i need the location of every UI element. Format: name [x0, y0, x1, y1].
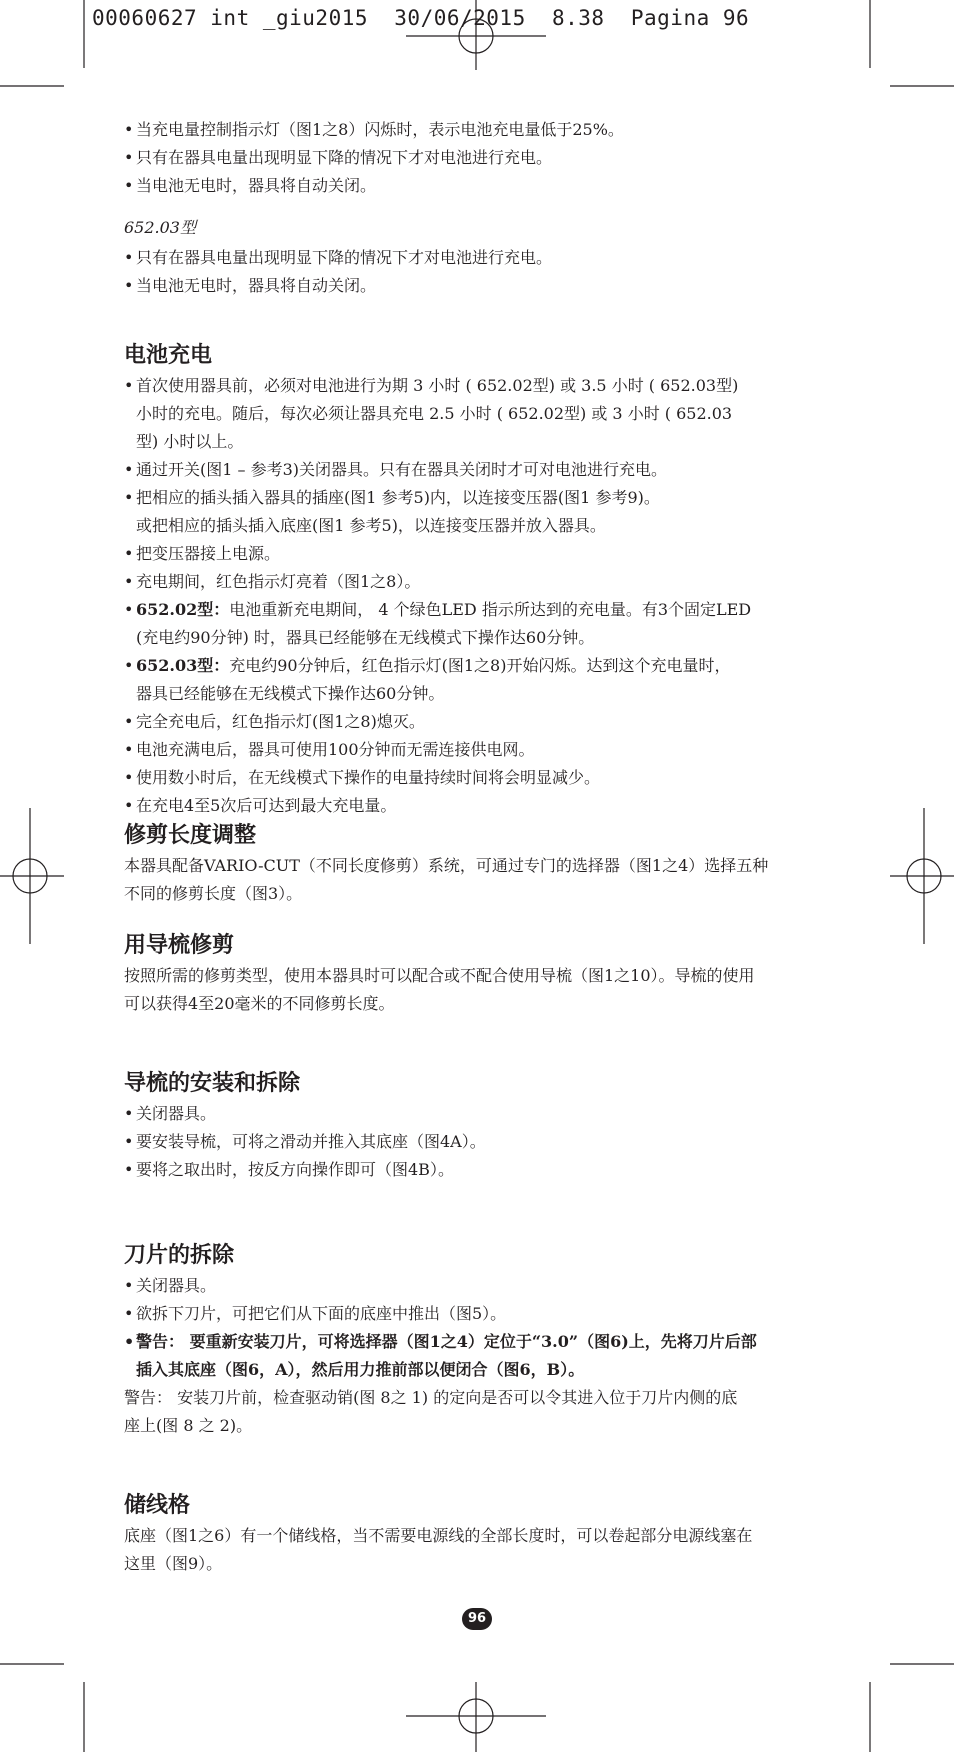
charging-bullet: • 把相应的插头插入器具的插座(图1 参考5)内，以连接变压器(图1 参考9)。	[124, 484, 824, 512]
blade-warning-cont: 插入其底座（图6，A），然后用力推前部以便闭合（图6，B）。	[136, 1360, 585, 1379]
model-label: 652.03型：	[136, 656, 230, 675]
comb-trim-text: 按照所需的修剪类型，使用本器具时可以配合或不配合使用导梳（图1之10）。导梳的使用	[124, 966, 755, 985]
print-header: 00060627 int _giu2015 30/06/2015 8.38 Pagina 96	[92, 6, 750, 30]
trim-length-text: 本器具配备VARIO-CUT（不同长度修剪）系统，可通过专门的选择器（图1之4）选择五种	[124, 856, 769, 875]
registration-mark-top	[406, 0, 546, 70]
section-title-blade-removal: 刀片的拆除	[124, 1243, 235, 1268]
charging-bullet: • 完全充电后，红色指示灯(图1之8)熄灭。	[124, 708, 824, 736]
blade-note: 座上(图 8 之 2)。	[124, 1416, 253, 1435]
charging-bullet: • 把变压器接上电源。	[124, 540, 824, 568]
comb-install-bullet: • 要安装导梳，可将之滑动并推入其底座（图4A）。	[124, 1128, 824, 1156]
charging-bullet: • 使用数小时后，在无线模式下操作的电量持续时间将会明显减少。	[124, 764, 824, 792]
cord-storage-text: 底座（图1之6）有一个储线格，当不需要电源线的全部长度时，可以卷起部分电源线塞在	[124, 1526, 753, 1545]
page-number-badge: 96	[462, 1608, 492, 1630]
intro-bullet: • 只有在器具电量出现明显下降的情况下才对电池进行充电。	[124, 144, 824, 172]
blade-note: 警告： 安装刀片前，检查驱动销(图 8之 1) 的定向是否可以令其进入位于刀片内侧的底	[124, 1388, 738, 1407]
model-65203-bullet: • 当电池无电时，器具将自动关闭。	[124, 272, 824, 300]
trim-length-text: 不同的修剪长度（图3）。	[124, 884, 303, 903]
charging-bullet: • 电池充满电后，器具可使用100分钟而无需连接供电网。	[124, 736, 824, 764]
registration-mark-right	[890, 808, 954, 944]
cord-storage-text: 这里（图9）。	[124, 1554, 223, 1573]
charging-bullet: • 充电期间，红色指示灯亮着（图1之8）。	[124, 568, 824, 596]
charging-bullet-cont: (充电约90分钟) 时，器具已经能够在无线模式下操作达60分钟。	[136, 628, 595, 647]
blade-warning: • 警告： 要重新安装刀片，可将选择器（图1之4）定位于“3.0”（图6)上，先将刀片后部	[124, 1328, 824, 1356]
comb-trim-text: 可以获得4至20毫米的不同修剪长度。	[124, 994, 395, 1013]
intro-bullet: • 当电池无电时，器具将自动关闭。	[124, 172, 824, 200]
intro-bullet: • 当充电量控制指示灯（图1之8）闪烁时，表示电池充电量低于25%。	[124, 116, 824, 144]
comb-install-bullet: • 要将之取出时，按反方向操作即可（图4B）。	[124, 1156, 824, 1184]
charging-bullet: • 在充电4至5次后可达到最大充电量。	[124, 792, 824, 820]
charging-bullet: • 通过开关(图1 – 参考3)关闭器具。只有在器具关闭时才可对电池进行充电。	[124, 456, 824, 484]
section-title-battery-charging: 电池充电	[124, 343, 213, 368]
charging-bullet-cont: 型) 小时以上。	[136, 432, 244, 451]
charging-bullet-cont: 小时的充电。随后，每次必须让器具充电 2.5 小时 ( 652.02型) 或 3 小时 ( 652.03	[136, 404, 733, 423]
model-65203-heading: 652.03型	[124, 218, 196, 237]
charging-bullet-65202: • 652.02型：电池重新充电期间， 4 个绿色LED 指示所达到的充电量。有3个固定LED	[124, 596, 824, 624]
charging-bullet-cont: 器具已经能够在无线模式下操作达60分钟。	[136, 684, 445, 703]
charging-bullet-65203: • 652.03型：充电约90分钟后，红色指示灯(图1之8)开始闪烁。达到这个充电量时，	[124, 652, 824, 680]
manual-content	[124, 116, 824, 1578]
section-title-cord-storage: 储线格	[124, 1493, 191, 1518]
model-65203-bullet: • 只有在器具电量出现明显下降的情况下才对电池进行充电。	[124, 244, 824, 272]
registration-mark-left	[0, 808, 64, 944]
blade-removal-bullet: • 欲拆下刀片，可把它们从下面的底座中推出（图5）。	[124, 1300, 824, 1328]
comb-install-bullet: • 关闭器具。	[124, 1100, 824, 1128]
charging-bullet-cont: 或把相应的插头插入底座(图1 参考5)，以连接变压器并放入器具。	[136, 516, 606, 535]
model-label: 652.02型：	[136, 600, 230, 619]
blade-removal-bullet: • 关闭器具。	[124, 1272, 824, 1300]
section-title-comb-trim: 用导梳修剪	[124, 933, 235, 958]
section-title-comb-install: 导梳的安装和拆除	[124, 1071, 301, 1096]
registration-mark-bottom	[406, 1682, 546, 1752]
charging-bullet: • 首次使用器具前，必须对电池进行为期 3 小时 ( 652.02型) 或 3.5 小时 ( 652.03型)	[124, 372, 824, 400]
section-title-trim-length: 修剪长度调整	[124, 823, 257, 848]
